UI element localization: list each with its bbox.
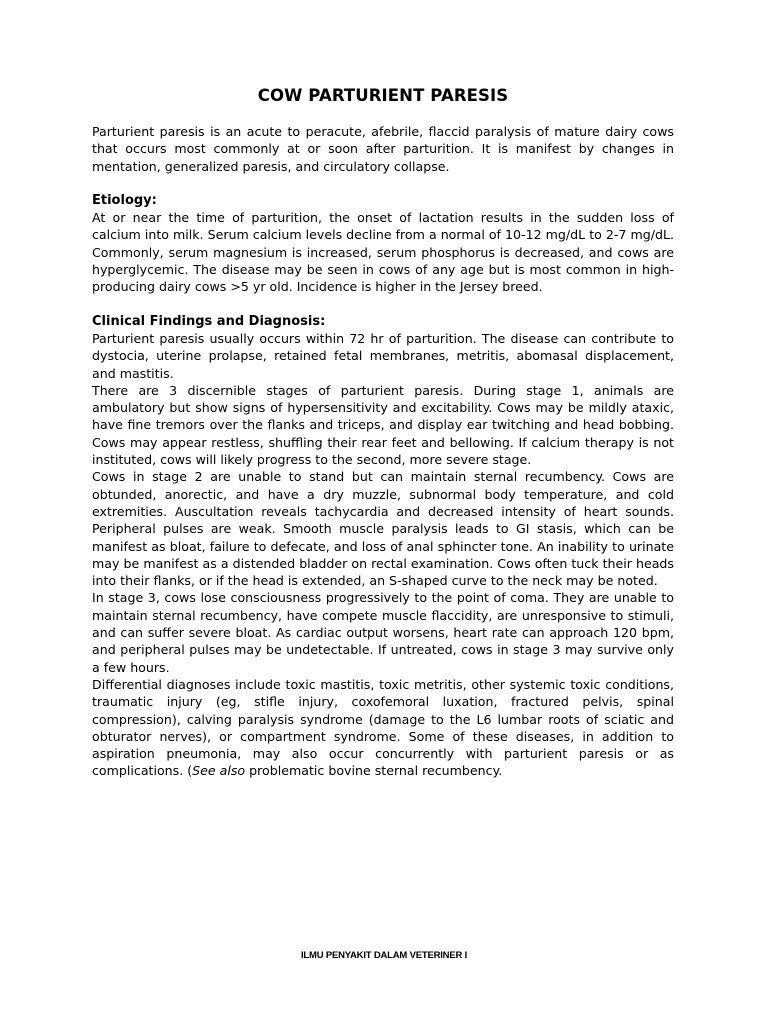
- clinical-paragraph: In stage 3, cows lose consciousness progressively to the point of coma. They are unable to maintain sternal recumbency, have compete muscle flaccidity, are unresponsive to stimuli, and can suffer severe bloat. As cardiac output worsens, heart rate can approach 120 bpm, and peripheral pulses may be undetectable. If untreated, cows in stage 3 may survive only a few hours.: [92, 590, 674, 675]
- clinical-heading: Clinical Findings and Diagnosis:: [92, 313, 326, 329]
- document-title: COW PARTURIENT PARESIS: [257, 86, 509, 105]
- page-footer: ILMU PENYAKIT DALAM VETERINER I: [300, 950, 468, 961]
- clinical-paragraph: There are 3 discernible stages of parturient paresis. During stage 1, animals are ambulatory but show signs of hypersensitivity and excitability. Cows may be mildly ataxic, have fine tremors over the flanks and triceps, and display ear twitching and head bobbing. Cows may appear restless, shuffling their rear feet and bellowing. If calcium therapy is not instituted, cows will likely progress to the second, more severe stage.: [92, 382, 674, 468]
- etiology-paragraph: At or near the time of parturition, the onset of lactation results in the sudden loss of calcium into milk. Serum calcium levels decline from a normal of 10-12 mg/dL to 2-7 mg/dL. Commonly, serum magnesium is increased, serum phosphorus is decreased, and cows are hyperglycemic. The disease may be seen in cows of any age but is most common in high-producing dairy cows >5 yr old. Incidence is higher in the Jersey breed.: [92, 210, 674, 295]
- differential-text: Differential diagnoses include toxic mastitis, toxic metritis, other systemic toxic conditions, traumatic injury (eg, stifle injury, coxofemoral luxation, fractured pelvis, spinal compression), calving paralysis syndrome (damage to the L6 lumbar roots of sciatic and obturator nerves), or compartment syndrome. Some of these diseases, in addition to aspiration pneumonia, may also occur concurrently with parturient paresis or as complications. (: [92, 676, 674, 779]
- document-page: [92, 86, 674, 780]
- see-also-text: See also: [192, 763, 246, 779]
- etiology-section: [92, 192, 674, 296]
- etiology-heading: Etiology:: [92, 192, 157, 208]
- clinical-paragraph: Cows in stage 2 are unable to stand but can maintain sternal recumbency. Cows are obtunded, anorectic, and have a dry muzzle, subnormal body temperature, and cold extremities. Auscultation reveals tachycardia and decreased intensity of heart sounds. Peripheral pulses are weak. Smooth muscle paralysis leads to GI stasis, which can be manifest as bloat, failure to defecate, and loss of anal sphincter tone. An inability to urinate may be manifest as a distended bladder on rectal examination. Cows often tuck their heads into their flanks, or if the head is extended, an S-shaped curve to the neck may be noted.: [92, 469, 674, 589]
- differential-diagnoses-paragraph: [92, 676, 674, 780]
- clinical-section: [92, 313, 674, 780]
- intro-paragraph: Parturient paresis is an acute to peracute, afebrile, flaccid paralysis of mature dairy cows that occurs most commonly at or soon after parturition. It is manifest by changes in mentation, generalized paresis, and circulatory collapse.: [92, 124, 674, 174]
- see-also-tail: problematic bovine sternal recumbency.: [245, 763, 503, 779]
- clinical-paragraph: Parturient paresis usually occurs within 72 hr of parturition. The disease can contribute to dystocia, uterine prolapse, retained fetal membranes, metritis, abomasal displacement, and mastitis.: [92, 330, 674, 381]
